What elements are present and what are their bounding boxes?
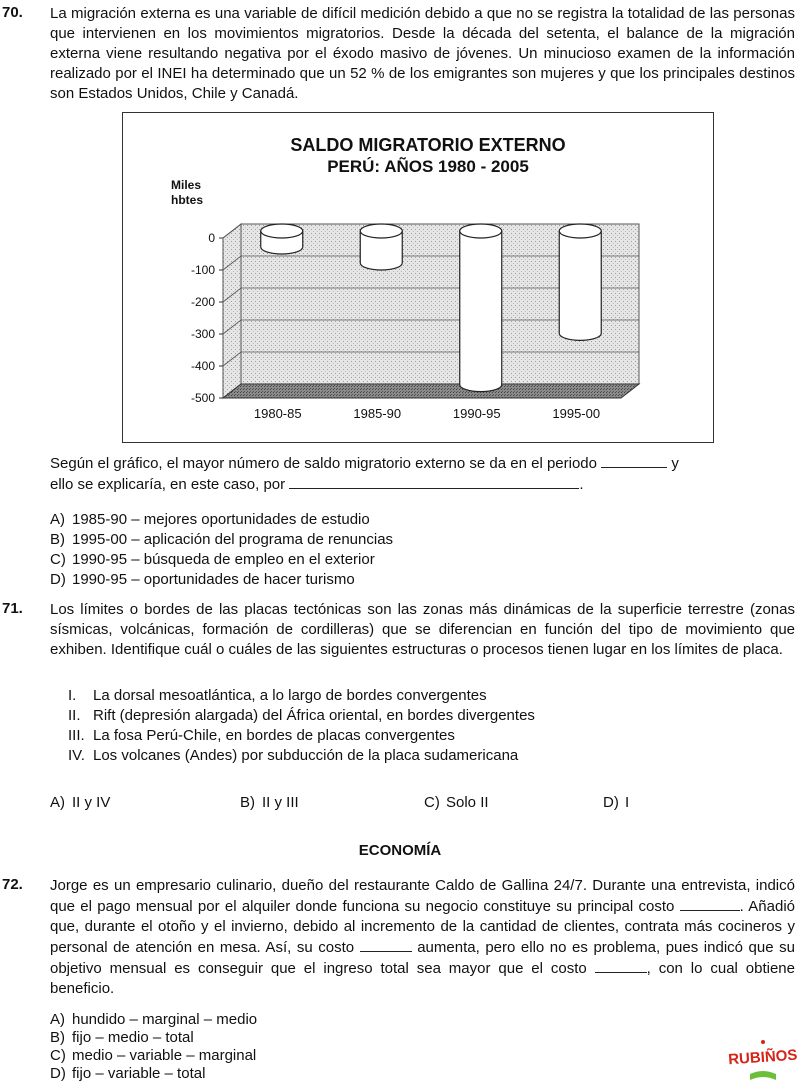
y-tick-label: -500: [190, 391, 215, 405]
option-letter: D): [50, 1065, 66, 1082]
option-c: [50, 550, 375, 570]
question-text: Los límites o bordes de las placas tectónicas son las zonas más dinámicas de la superficie terrestre (zonas sísmicas, volcánicas, formación de cordilleras) que se diferencian en función del tipo de movimiento que exhiben. Identifique cuál o cuáles de las siguientes estructuras o procesos tienen lugar en los límites de placa.: [50, 601, 795, 658]
statement-numeral: III.: [68, 727, 85, 744]
migration-chart: [123, 113, 713, 442]
option-text: fijo – variable – total: [72, 1065, 206, 1082]
option-letter: C): [50, 1047, 66, 1064]
answer-blank: [360, 937, 412, 952]
logo-text: RUBIÑOS: [728, 1046, 798, 1069]
option-letter: C): [424, 794, 440, 811]
bar-top: [460, 224, 502, 238]
option-letter: A): [50, 511, 65, 528]
statement-4: [68, 746, 518, 766]
option-letter: C): [50, 551, 66, 568]
option-letter: D): [50, 571, 66, 588]
bar-top: [559, 224, 601, 238]
statement-2: [68, 706, 535, 726]
option-letter: D): [603, 794, 619, 811]
option-letter: B): [240, 794, 255, 811]
option-text: 1985-90 – mejores oportunidades de estudio: [72, 511, 370, 528]
option-c: [424, 793, 489, 813]
y-tick-label: -200: [190, 295, 215, 309]
y-axis-label-line1: Miles: [171, 178, 202, 192]
option-b: [50, 1028, 194, 1048]
logo-book-icon: [750, 1071, 776, 1080]
question-text: La migración externa es una variable de difícil medición debido a que no se registra la totalidad de las personas que intervienen en los movimientos migratorios. Desde la década del setenta, el balance de la migración externa viene resultando negativa por el éxodo masivo de jóvenes. Un minucioso examen de la información realizado por el INEI ha determinado que un 52 % de los emigrantes son mujeres y que los principales destinos son Estados Unidos, Chile y Canadá.: [50, 5, 795, 102]
answer-blank: [601, 453, 667, 468]
statement-1: [68, 686, 487, 706]
chart-title: SALDO MIGRATORIO EXTERNO: [290, 135, 566, 155]
statement-text: La fosa Perú-Chile, en bordes de placas convergentes: [93, 727, 455, 744]
statement-numeral: IV.: [68, 747, 85, 764]
section-title: ECONOMÍA: [358, 842, 442, 859]
text-part: . Añadió que, durante el otoño y el invierno, debido al incremento de la cantidad de clientes, contrata más cocineros y personal de atención en mesa. Así, su costo: [50, 898, 796, 956]
option-c: [50, 1046, 256, 1066]
prompt-end: .: [579, 476, 584, 493]
statement-text: La dorsal mesoatlántica, a lo largo de bordes convergentes: [93, 687, 487, 704]
option-letter: A): [50, 1011, 65, 1028]
x-tick-label: 1980-85: [253, 406, 302, 421]
option-text: medio – variable – marginal: [72, 1047, 257, 1064]
statement-numeral: I.: [68, 687, 77, 704]
prompt-part1: Según el gráfico, el mayor número de saldo migratorio externo se da en el periodo: [50, 455, 597, 472]
y-tick-label: 0: [208, 231, 215, 245]
question-text: [50, 876, 795, 999]
option-a: [50, 1010, 257, 1030]
option-text: fijo – medio – total: [72, 1029, 194, 1046]
bar-top: [360, 224, 402, 238]
rubinos-logo: [728, 1030, 798, 1086]
statement-3: [68, 726, 455, 746]
question-number: 70.: [2, 4, 23, 21]
answer-blank: [680, 896, 740, 911]
text-part: Jorge es un empresario culinario, dueño del restaurante Caldo de Gallina 24/7. Durante una entrevista, indicó que el pago mensual por el alquiler donde funciona su negocio constituye su principal costo: [50, 877, 795, 915]
option-text: hundido – marginal – medio: [72, 1011, 258, 1028]
y-tick-label: -100: [190, 263, 215, 277]
option-letter: B): [50, 1029, 65, 1046]
option-d: [50, 570, 355, 590]
y-axis-label-line2: hbtes: [171, 193, 204, 207]
plot-area: [191, 224, 639, 421]
option-b: [50, 530, 393, 550]
statement-text: Los volcanes (Andes) por subducción de la placa sudamericana: [93, 747, 519, 764]
text-part: , con lo cual obtiene beneficio.: [50, 960, 795, 997]
chart-floor: [223, 384, 639, 398]
option-text: 1990-95 – oportunidades de hacer turismo: [72, 571, 355, 588]
option-letter: A): [50, 794, 65, 811]
y-tick-label: -400: [190, 359, 215, 373]
x-tick-label: 1995-00: [552, 406, 601, 421]
option-letter: B): [50, 531, 65, 548]
bar: [460, 231, 502, 392]
option-text: I: [625, 794, 630, 811]
option-text: II y IV: [72, 794, 111, 811]
answer-blank: [289, 474, 579, 489]
option-d: [50, 1064, 205, 1084]
option-text: Solo II: [446, 794, 489, 811]
text-part: aumenta, pero ello no es problema, pues indicó que su objetivo mensual es conseguir que el ingreso total sea mayor que el costo: [50, 939, 795, 977]
bar: [559, 231, 601, 340]
option-d: [603, 793, 629, 813]
question-number: 71.: [2, 600, 23, 617]
chart-frame: [122, 112, 714, 443]
chart-side-wall: [223, 224, 241, 398]
option-text: 1990-95 – búsqueda de empleo en el exterior: [72, 551, 375, 568]
answer-blank: [595, 958, 647, 973]
y-tick-label: -300: [190, 327, 215, 341]
option-text: 1995-00 – aplicación del programa de renuncias: [72, 531, 394, 548]
option-a: [50, 510, 370, 530]
prompt-part3: ello se explicaría, en este caso, por: [50, 476, 286, 493]
chart-subtitle: PERÚ: AÑOS 1980 - 2005: [327, 157, 529, 176]
bar-top: [261, 224, 303, 238]
option-a: [50, 793, 110, 813]
logo-dot-icon: [761, 1040, 765, 1044]
statement-text: Rift (depresión alargada) del África oriental, en bordes divergentes: [93, 707, 535, 724]
x-tick-label: 1990-95: [452, 406, 501, 421]
prompt-part2: y: [671, 455, 679, 472]
question-number: 72.: [2, 876, 23, 893]
x-tick-label: 1985-90: [353, 406, 402, 421]
statement-numeral: II.: [68, 707, 81, 724]
option-text: II y III: [262, 794, 299, 811]
question-70-prompt: [50, 453, 795, 495]
option-b: [240, 793, 299, 813]
